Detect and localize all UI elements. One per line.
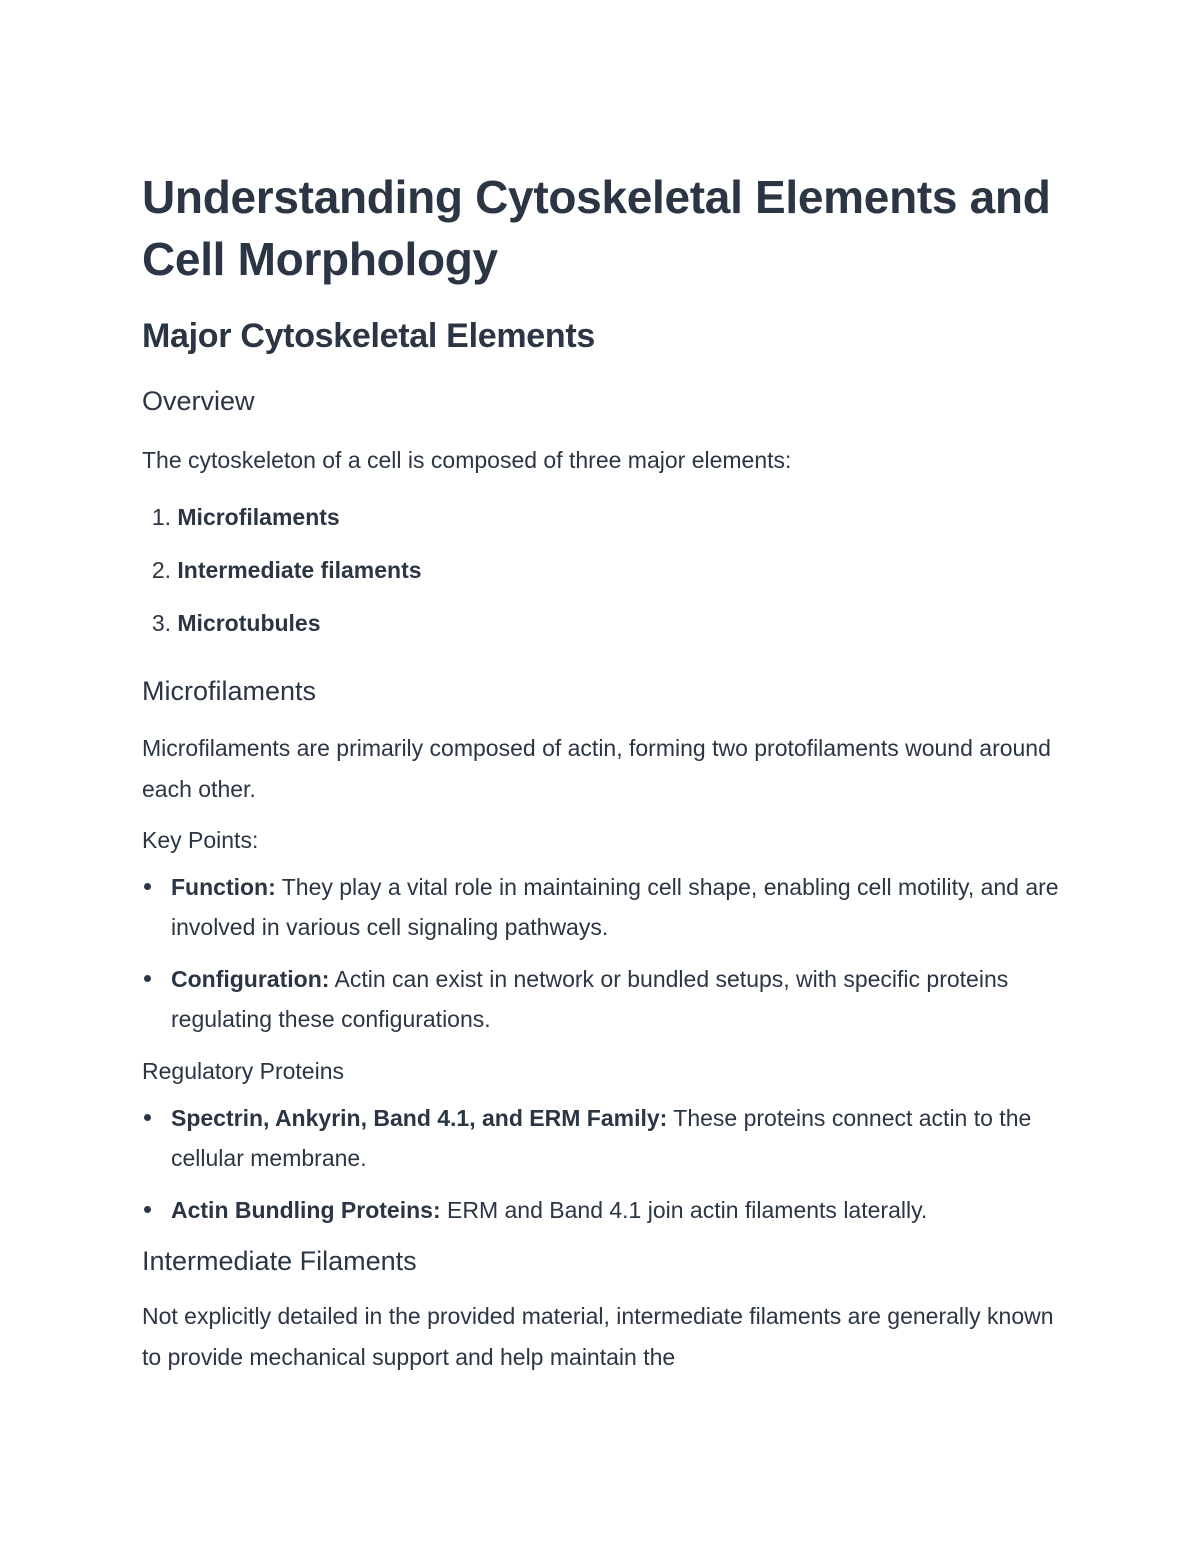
bullet-text: ERM and Band 4.1 join actin filaments laterally. xyxy=(440,1197,928,1223)
bullet-term: Function: xyxy=(171,874,276,900)
list-item xyxy=(142,1190,1062,1230)
bullet-text: Actin can exist in network or bundled setups, with specific proteins regulating these configurations. xyxy=(171,966,1009,1032)
list-item xyxy=(142,597,1062,650)
list-item xyxy=(142,867,1062,947)
key-points-label: Key Points: xyxy=(142,827,259,853)
bullet-term: Actin Bundling Proteins: xyxy=(171,1197,441,1223)
microfilaments-paragraph: Microfilaments are primarily composed of actin, forming two protofilaments wound around each other. xyxy=(142,735,1051,802)
bullet-icon xyxy=(144,883,151,890)
bullet-icon xyxy=(144,975,151,982)
list-item-label: Microtubules xyxy=(177,610,321,636)
document-page xyxy=(142,166,1062,1378)
overview-intro: The cytoskeleton of a cell is composed of three major elements: xyxy=(142,447,792,473)
list-item-number: 2. xyxy=(151,557,171,583)
list-item xyxy=(142,491,1062,544)
regulatory-proteins-heading: Regulatory Proteins xyxy=(142,1058,344,1084)
elements-list xyxy=(142,491,1062,650)
list-item-label: Intermediate filaments xyxy=(177,557,422,583)
bullet-term: Spectrin, Ankyrin, Band 4.1, and ERM Family: xyxy=(171,1105,668,1131)
list-item-label: Microfilaments xyxy=(177,504,340,530)
list-item xyxy=(142,959,1062,1039)
bullet-text: They play a vital role in maintaining cell shape, enabling cell motility, and are involved in various cell signaling pathways. xyxy=(171,874,1059,940)
intermediate-filaments-paragraph: Not explicitly detailed in the provided material, intermediate filaments are generally known to provide mechanical support and help maintain the xyxy=(142,1303,1054,1370)
list-item xyxy=(142,544,1062,597)
page-title: Understanding Cytoskeletal Elements and Cell Morphology xyxy=(142,171,1051,285)
bullet-icon xyxy=(144,1206,151,1213)
bullet-term: Configuration: xyxy=(171,966,330,992)
key-points-list xyxy=(142,867,1062,1039)
regulatory-proteins-list xyxy=(142,1098,1062,1230)
intermediate-filaments-heading: Intermediate Filaments xyxy=(142,1246,417,1276)
list-item-number: 3. xyxy=(151,610,171,636)
bullet-icon xyxy=(144,1114,151,1121)
microfilaments-heading: Microfilaments xyxy=(142,676,317,706)
overview-heading: Overview xyxy=(142,386,255,416)
list-item-number: 1. xyxy=(151,504,171,530)
bullet-text: These proteins connect actin to the cellular membrane. xyxy=(171,1105,1032,1171)
list-item xyxy=(142,1098,1062,1178)
section-heading: Major Cytoskeletal Elements xyxy=(142,317,595,355)
